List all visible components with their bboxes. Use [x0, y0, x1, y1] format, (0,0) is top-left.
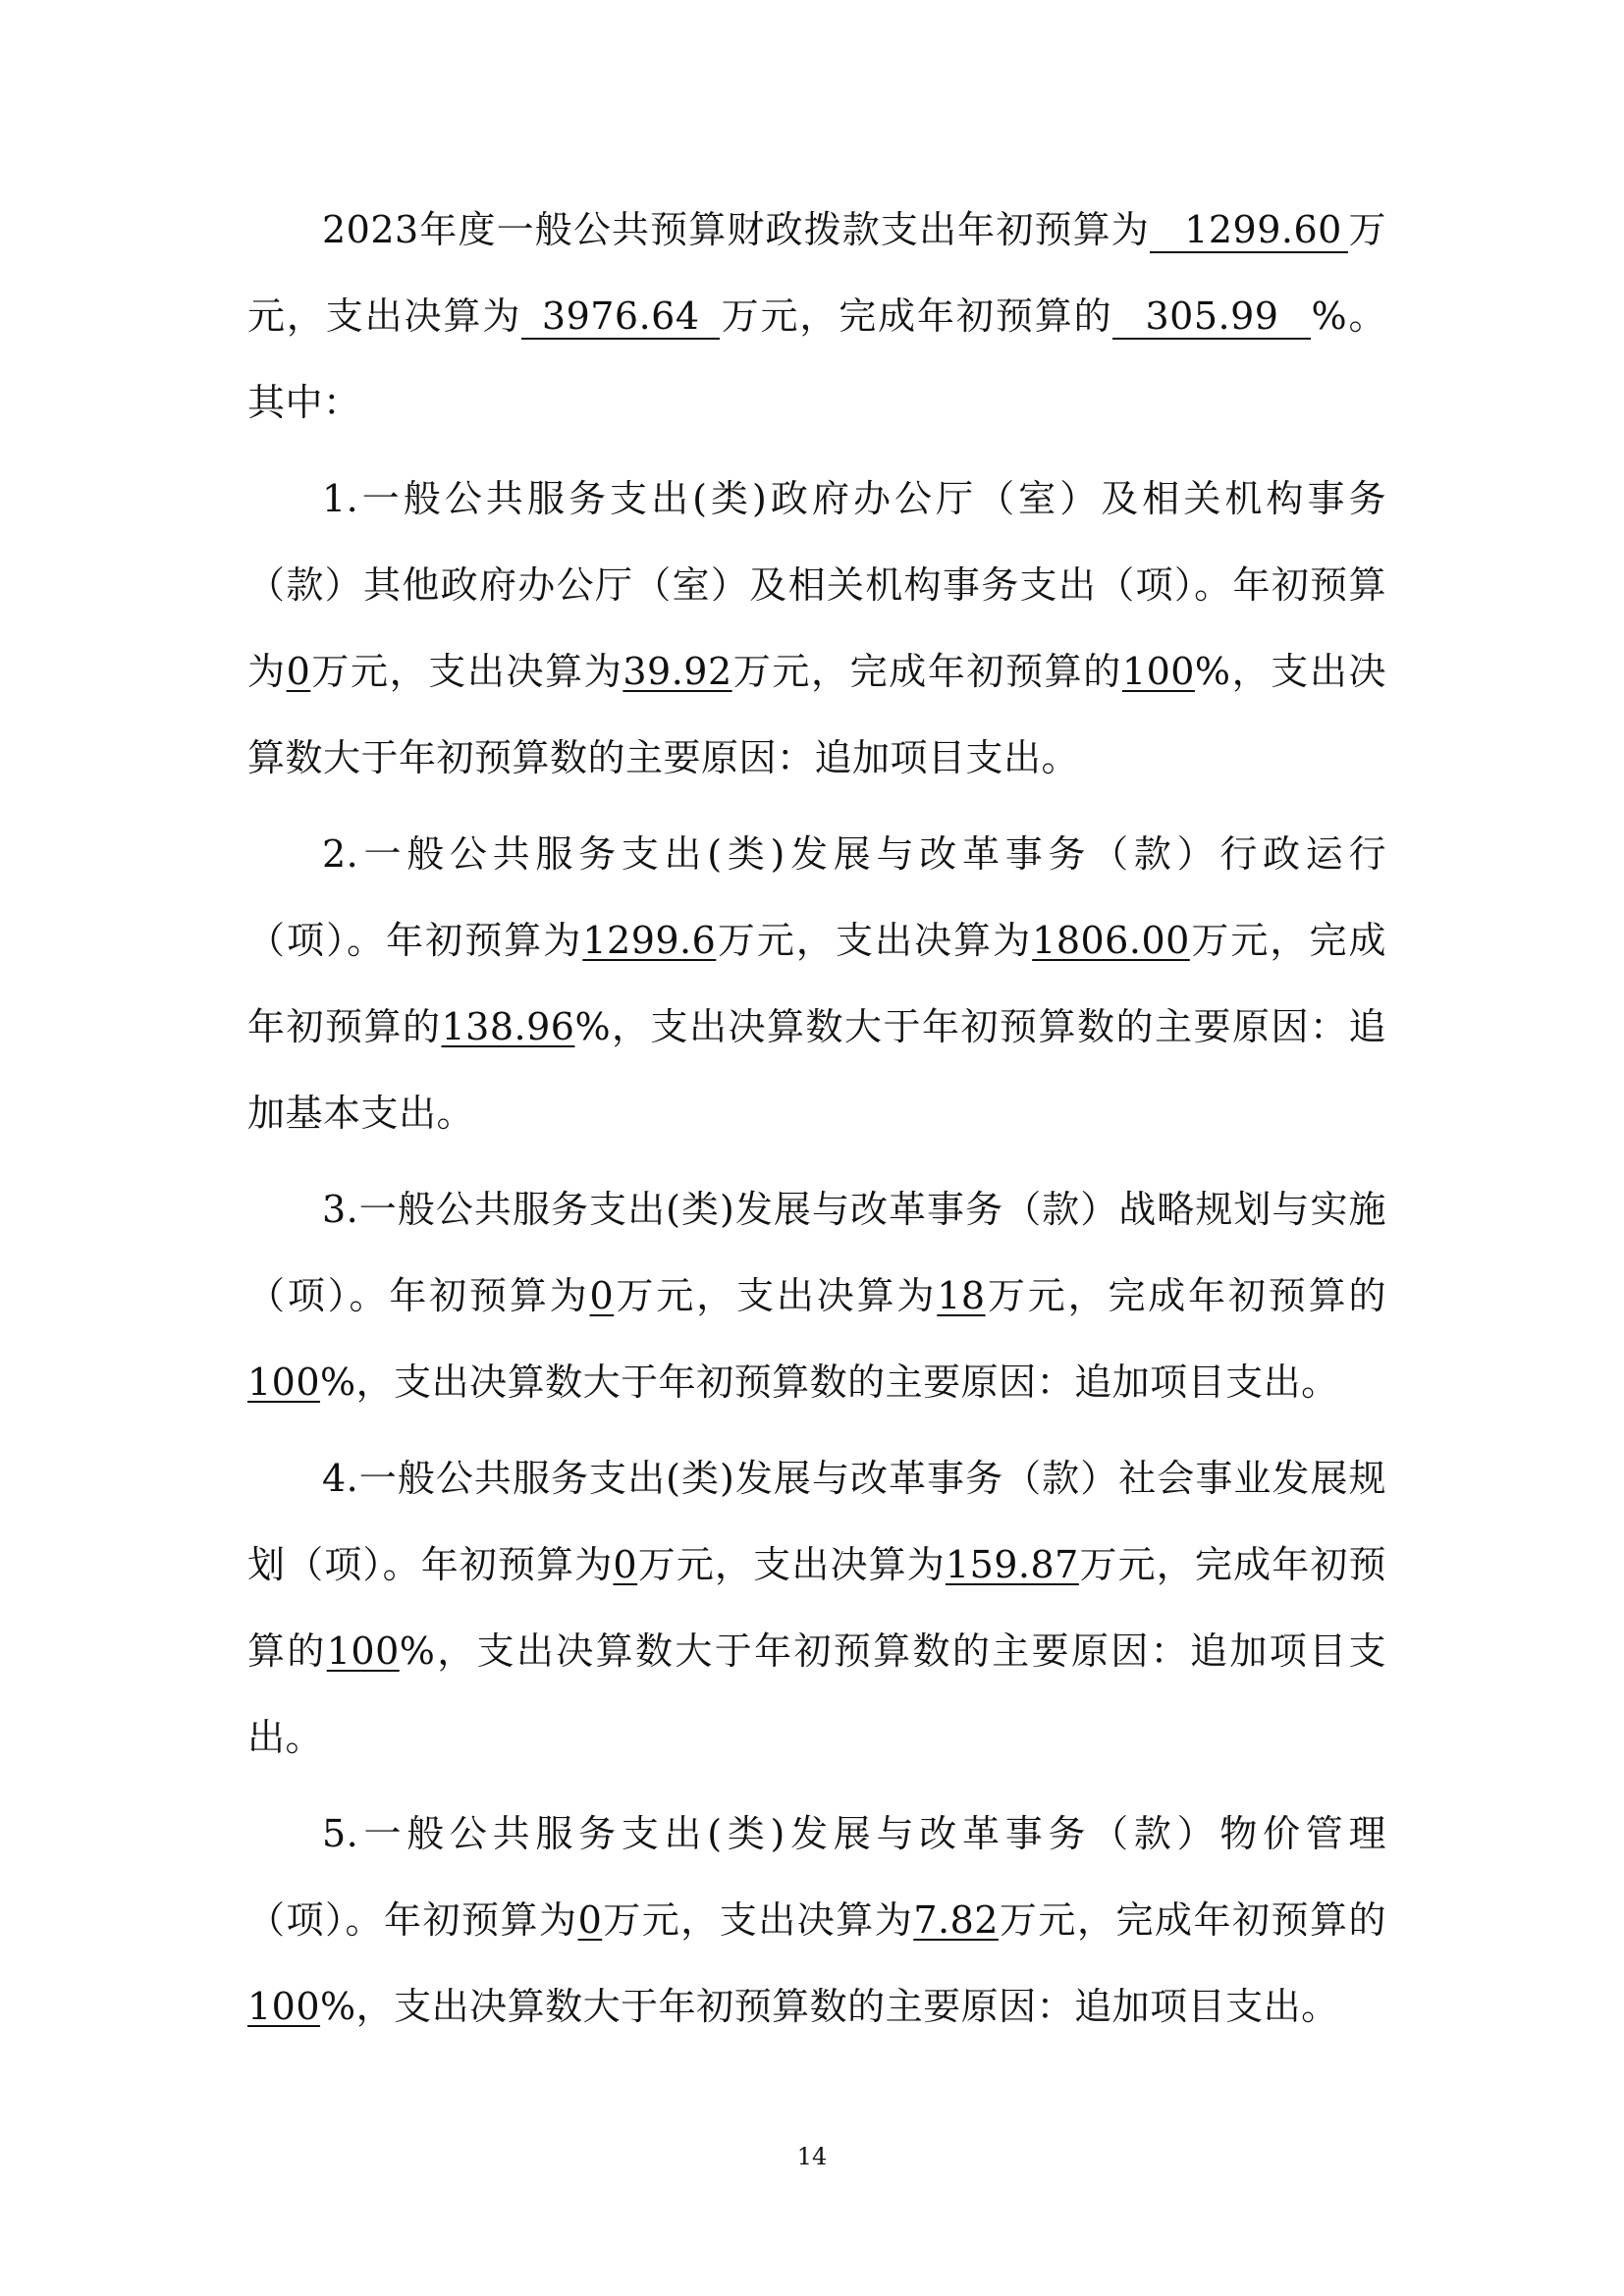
- item-text-1: 5.一般公共服务支出(类)发展与改革事务（款）物价管理（项）。年初预算为: [247, 1812, 1386, 1942]
- intro-text-1: 2023年度一般公共预算财政拨款支出年初预算为: [322, 208, 1150, 251]
- item-rate-value: 138.96: [441, 1005, 575, 1048]
- intro-final-value: 3976.64: [521, 294, 720, 340]
- item-paragraph-4: [247, 1435, 1386, 1781]
- document-body: [247, 187, 1386, 2050]
- item-text-1: 1.一般公共服务支出(类)政府办公厅（室）及相关机构事务（款）其他政府办公厅（室）及相关机构事务支出（项）。年初预算为: [247, 477, 1386, 693]
- item-final-value: 159.87: [945, 1543, 1079, 1586]
- intro-text-4: %。其中：: [247, 294, 1386, 424]
- intro-text-2: 万元，支出决算为: [247, 208, 1386, 338]
- item-budget-value: 0: [577, 1898, 603, 1942]
- intro-rate-value: 305.99: [1112, 294, 1311, 340]
- item-final-value: 18: [937, 1274, 986, 1317]
- item-text-4: %，支出决算数大于年初预算数的主要原因：追加项目支出。: [247, 1629, 1386, 1759]
- item-text-3: 万元，完成年初预算的: [998, 1898, 1386, 1942]
- item-paragraph-3: [247, 1166, 1386, 1425]
- item-final-value: 39.92: [623, 650, 732, 693]
- page-number: 14: [796, 2143, 828, 2170]
- item-text-4: %，支出决算数大于年初预算数的主要原因：追加项目支出。: [320, 1361, 1339, 1404]
- intro-text-3: 万元，完成年初预算的: [720, 294, 1113, 338]
- item-paragraph-2: [247, 811, 1386, 1156]
- item-text-1: 2.一般公共服务支出(类)发展与改革事务（款）行政运行（项）。年初预算为: [247, 832, 1386, 962]
- item-text-3: 万元，完成年初预算的: [985, 1274, 1386, 1317]
- item-paragraph-1: [247, 455, 1386, 801]
- item-text-1: 3.一般公共服务支出(类)发展与改革事务（款）战略规划与实施（项）。年初预算为: [247, 1188, 1386, 1317]
- item-text-4: %，支出决算数大于年初预算数的主要原因：追加项目支出。: [320, 1985, 1339, 2028]
- item-text-2: 万元，支出决算为: [614, 1274, 938, 1317]
- item-final-value: 1806.00: [1032, 919, 1190, 962]
- item-rate-value: 100: [247, 1361, 321, 1404]
- item-paragraph-5: [247, 1790, 1386, 2050]
- item-rate-value: 100: [1121, 650, 1195, 693]
- item-budget-value: 0: [613, 1543, 638, 1586]
- item-text-2: 万元，支出决算为: [637, 1543, 946, 1586]
- item-text-2: 万元，支出决算为: [310, 650, 623, 693]
- item-text-3: 万元，完成年初预算的: [247, 919, 1386, 1048]
- item-text-3: 万元，完成年初预算的: [731, 650, 1122, 693]
- item-rate-value: 100: [326, 1629, 400, 1673]
- item-text-4: %，支出决算数大于年初预算数的主要原因：追加基本支出。: [247, 1005, 1386, 1135]
- item-text-2: 万元，支出决算为: [716, 919, 1033, 962]
- intro-paragraph: [247, 187, 1386, 446]
- item-text-1: 4.一般公共服务支出(类)发展与改革事务（款）社会事业发展规划（项）。年初预算为: [247, 1457, 1386, 1586]
- item-text-4: %，支出决算数大于年初预算数的主要原因：追加项目支出。: [247, 650, 1386, 779]
- item-rate-value: 100: [247, 1985, 321, 2028]
- item-text-2: 万元，支出决算为: [602, 1898, 914, 1942]
- item-final-value: 7.82: [913, 1898, 999, 1942]
- item-budget-value: 0: [286, 650, 311, 693]
- item-text-3: 万元，完成年初预算的: [247, 1543, 1386, 1673]
- item-budget-value: 1299.6: [582, 919, 717, 962]
- intro-budget-value: 1299.60: [1150, 208, 1348, 253]
- item-budget-value: 0: [589, 1274, 615, 1317]
